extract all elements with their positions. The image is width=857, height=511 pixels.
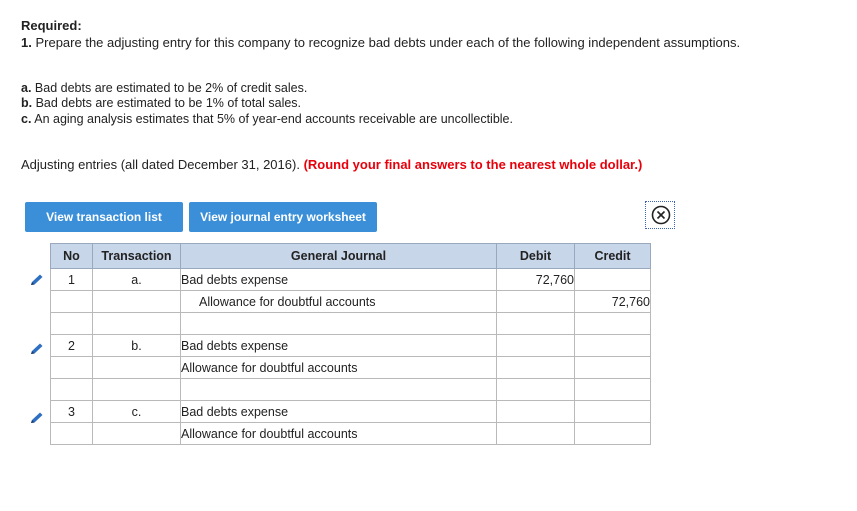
cell-credit[interactable] <box>575 335 651 357</box>
table-row <box>51 269 651 291</box>
cell-no <box>51 291 93 313</box>
option-letter: b. <box>21 96 33 110</box>
cell-account[interactable]: Bad debts expense <box>181 335 497 357</box>
cell-credit[interactable] <box>575 379 651 401</box>
table-row <box>51 291 651 313</box>
cell-no: 1 <box>51 269 93 291</box>
cell-debit[interactable] <box>497 379 575 401</box>
cell-debit[interactable] <box>497 291 575 313</box>
cell-account[interactable]: Bad debts expense <box>181 401 497 423</box>
option-c <box>21 112 513 126</box>
cell-no <box>51 357 93 379</box>
header-debit: Debit <box>497 244 575 269</box>
cell-debit[interactable]: 72,760 <box>497 269 575 291</box>
requirement-number: 1. <box>21 35 32 50</box>
cell-credit[interactable] <box>575 357 651 379</box>
header-general-journal: General Journal <box>181 244 497 269</box>
cell-no <box>51 379 93 401</box>
adjusting-entries-instruction <box>21 157 642 172</box>
cell-credit[interactable] <box>575 401 651 423</box>
requirement-text: Prepare the adjusting entry for this company to recognize bad debts under each of the following independent assumptions. <box>35 35 741 50</box>
cell-transaction <box>93 357 181 379</box>
cell-transaction <box>93 379 181 401</box>
table-row <box>51 423 651 445</box>
cell-debit[interactable] <box>497 357 575 379</box>
cell-transaction <box>93 313 181 335</box>
table-row <box>51 313 651 335</box>
close-button[interactable] <box>645 201 675 229</box>
cell-debit[interactable] <box>497 313 575 335</box>
option-text: Bad debts are estimated to be 2% of credit sales. <box>34 81 308 95</box>
table-row <box>51 401 651 423</box>
option-a <box>21 81 307 95</box>
cell-transaction <box>93 423 181 445</box>
cell-debit[interactable] <box>497 423 575 445</box>
cell-transaction: a. <box>93 269 181 291</box>
table-row <box>51 357 651 379</box>
cell-no: 3 <box>51 401 93 423</box>
requirement-1 <box>21 35 740 50</box>
header-credit: Credit <box>575 244 651 269</box>
cell-transaction: c. <box>93 401 181 423</box>
cell-no <box>51 423 93 445</box>
cell-credit[interactable]: 72,760 <box>575 291 651 313</box>
cell-account[interactable]: Bad debts expense <box>181 269 497 291</box>
table-row <box>51 335 651 357</box>
cell-debit[interactable] <box>497 335 575 357</box>
edit-pencil-icon[interactable] <box>29 342 45 356</box>
option-text: Bad debts are estimated to be 1% of total sales. <box>35 96 302 110</box>
cell-credit[interactable] <box>575 269 651 291</box>
adjusting-text: Adjusting entries (all dated December 31, 2016). <box>21 157 300 172</box>
cell-debit[interactable] <box>497 401 575 423</box>
option-letter: c. <box>21 112 32 126</box>
option-letter: a. <box>21 81 32 95</box>
journal-table <box>50 243 651 445</box>
cell-account[interactable] <box>181 313 497 335</box>
round-note: (Round your final answers to the nearest whole dollar.) <box>303 157 643 172</box>
table-row <box>51 379 651 401</box>
table-header-row <box>51 244 651 269</box>
header-no: No <box>51 244 93 269</box>
cell-transaction: b. <box>93 335 181 357</box>
cell-account[interactable]: Allowance for doubtful accounts <box>181 357 497 379</box>
cell-credit[interactable] <box>575 313 651 335</box>
cell-credit[interactable] <box>575 423 651 445</box>
view-journal-entry-worksheet-button[interactable]: View journal entry worksheet <box>189 202 377 232</box>
required-heading: Required: <box>21 18 82 33</box>
cell-transaction <box>93 291 181 313</box>
cell-account[interactable]: Allowance for doubtful accounts <box>181 423 497 445</box>
view-transaction-list-button[interactable]: View transaction list <box>25 202 183 232</box>
option-b <box>21 96 301 110</box>
option-text: An aging analysis estimates that 5% of year-end accounts receivable are uncollectible. <box>34 112 513 126</box>
cell-account[interactable] <box>181 379 497 401</box>
cell-no <box>51 313 93 335</box>
header-transaction: Transaction <box>93 244 181 269</box>
cell-account[interactable]: Allowance for doubtful accounts <box>181 291 497 313</box>
edit-pencil-icon[interactable] <box>29 411 45 425</box>
edit-pencil-icon[interactable] <box>29 273 45 287</box>
cell-no: 2 <box>51 335 93 357</box>
close-circle-icon <box>651 205 671 225</box>
